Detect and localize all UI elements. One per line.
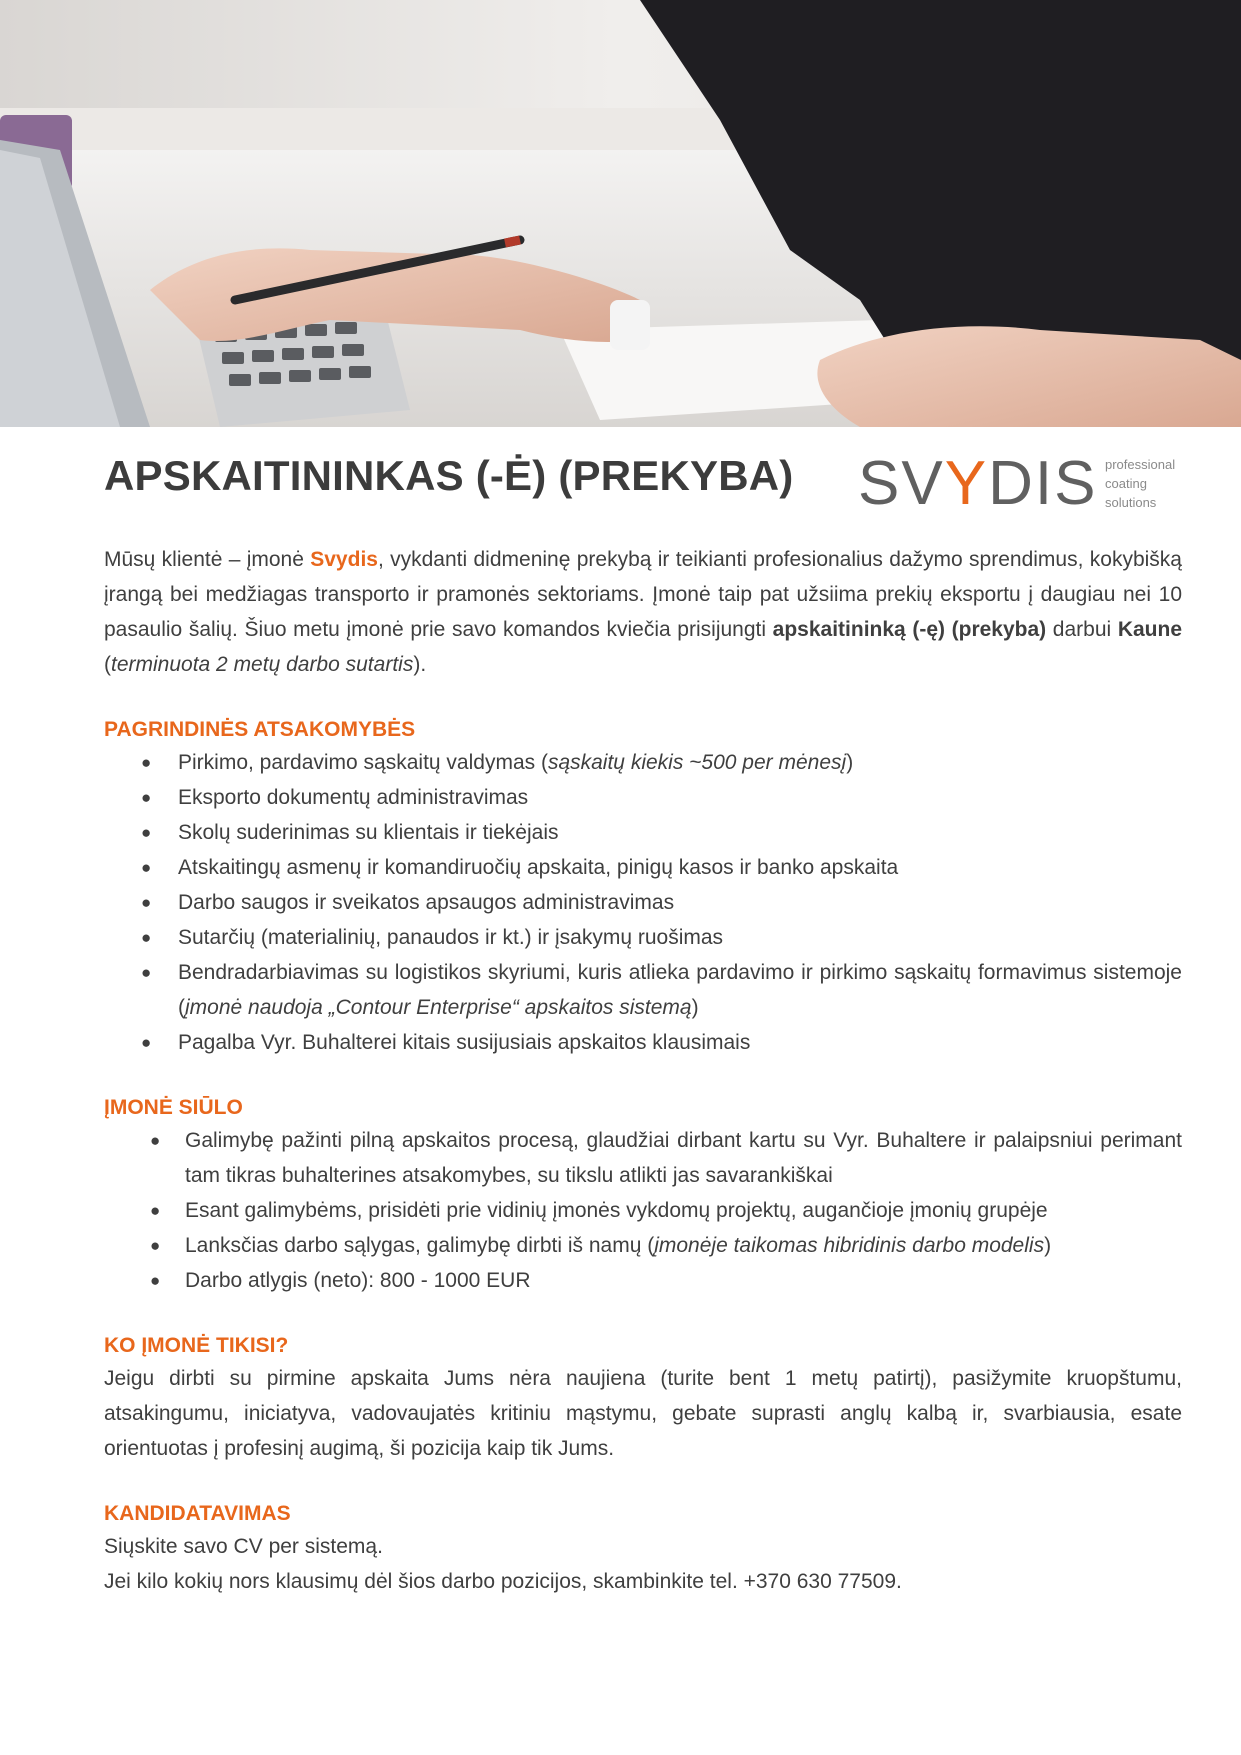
list-item: ● Esant galimybėms, prisidėti prie vidinių įmonės vykdomų projektų, augančioje įmonių grupėje: [104, 1193, 1182, 1228]
list-item: ● Sutarčių (materialinių, panaudos ir kt.) ir įsakymų ruošimas: [104, 920, 1182, 955]
list-item: ● Lanksčias darbo sąlygas, galimybę dirbti iš namų (įmonėje taikomas hibridinis darbo modelis): [104, 1228, 1182, 1263]
svydis-logo: [858, 449, 1188, 518]
expectations-heading: KO ĮMONĖ TIKISI?: [104, 1334, 289, 1357]
application-heading: KANDIDATAVIMAS: [104, 1502, 291, 1525]
responsibilities-heading: PAGRINDINĖS ATSAKOMYBĖS: [104, 718, 416, 741]
list-item: ● Eksporto dokumentų administravimas: [104, 780, 1182, 815]
hero-photo: [0, 0, 1241, 427]
logo-wordmark: SVYDIS: [858, 449, 1098, 518]
offers-list: [104, 1123, 1182, 1298]
list-item: ● Galimybę pažinti pilną apskaitos procesą, glaudžiai dirbant kartu su Vyr. Buhaltere ir palaipsniui perimant tam tikras buhalterines atsakomybes, su tikslu atlikti jas savarankiškai: [104, 1123, 1182, 1193]
city-name: Kaune: [1117, 618, 1182, 641]
list-item: ● Atskaitingų asmenų ir komandiruočių apskaita, pinigų kasos ir banko apskaita: [104, 850, 1182, 885]
application-line-cv: Siųskite savo CV per sistemą.: [104, 1535, 383, 1558]
company-name: Svydis: [310, 548, 378, 571]
offers-heading: ĮMONĖ SIŪLO: [104, 1096, 243, 1119]
right-hand-shape: [817, 326, 1241, 427]
job-description: [104, 542, 1182, 1599]
application-line-phone: Jei kilo kokių nors klausimų dėl šios darbo pozicijos, skambinkite tel. +370 630 77509.: [104, 1570, 902, 1593]
contract-type: terminuota 2 metų darbo sutartis: [111, 653, 414, 676]
list-item: ● Darbo saugos ir sveikatos apsaugos administravimas: [104, 885, 1182, 920]
list-item: ● Pagalba Vyr. Buhalterei kitais susijusiais apskaitos klausimais: [104, 1025, 1182, 1060]
list-item: ● Bendradarbiavimas su logistikos skyriumi, kuris atlieka pardavimo ir pirkimo sąskaitų formavimus sistemoje (įmonė naudoja „Contour Enterprise“ apskaitos sistemą): [104, 955, 1182, 1025]
intro-paragraph: Mūsų klientė – įmonė Svydis, vykdanti didmeninę prekybą ir teikianti profesionalius dažymo sprendimus, kokybišką įrangą bei medžiagas transporto ir pramonės sektoriams. Įmonė taip pat užsiima prekių eksportu į daugiau nei 10 pasaulio šalių. Šiuo metu įmonė prie savo komandos kviečia prisijungti apskaitininką (-ę) (prekyba) darbui Kaune (terminuota 2 metų darbo sutartis).: [104, 548, 1182, 676]
wristband-shape: [610, 300, 650, 350]
list-item: ● Skolų suderinimas su klientais ir tiekėjais: [104, 815, 1182, 850]
logo-tagline: professional coating solutions: [1105, 457, 1176, 510]
job-title: APSKAITININKAS (-Ė) (PREKYBA): [104, 452, 794, 499]
expectations-paragraph: Jeigu dirbti su pirmine apskaita Jums nėra naujiena (turite bent 1 metų patirtį), pasižymite kruopštumu, atsakingumu, iniciatyva, vadovaujatės kritiniu mąstymu, gebate suprasti anglų kalbą ir, svarbiausia, esate orientuotas į profesinį augimą, ši pozicija kaip tik Jums.: [104, 1367, 1182, 1460]
list-item: ● Pirkimo, pardavimo sąskaitų valdymas (sąskaitų kiekis ~500 per mėnesį): [104, 745, 1182, 780]
list-item: ● Darbo atlygis (neto): 800 - 1000 EUR: [104, 1263, 1182, 1298]
responsibilities-list: [104, 745, 1182, 1060]
role-name: apskaitininką (-ę) (prekyba): [772, 618, 1047, 641]
hero-photo-illustration: [0, 0, 1241, 427]
